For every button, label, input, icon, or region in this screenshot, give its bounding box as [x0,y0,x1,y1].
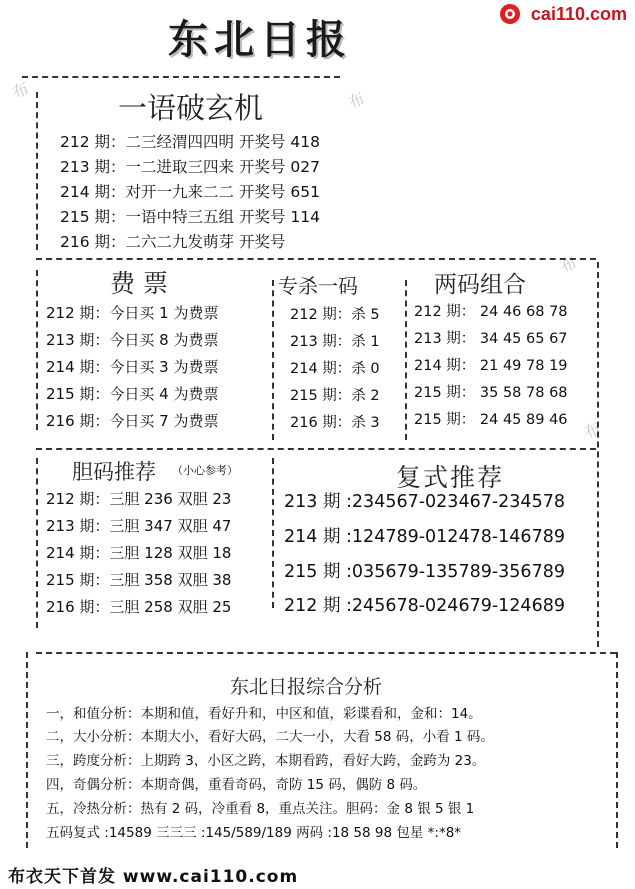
yiyu-row: 215 期：一语中特三五组 开奖号 114 [60,208,320,226]
divider [36,258,596,260]
divider [405,280,407,440]
feipiao-row: 216 期：今日买 7 为费票 [46,412,219,430]
liangma-row: 212 期： 24 46 68 78 [414,304,568,320]
liangma-row: 215 期： 35 58 78 68 [414,385,568,401]
danma-row: 214 期：三胆 128 双胆 18 [46,544,232,562]
yiyu-row: 212 期：二三经渭四四明 开奖号 418 [60,133,320,151]
liangma-row: 215 期： 24 45 89 46 [414,412,568,428]
liangma-row: 213 期： 34 45 65 67 [414,331,568,347]
yiyu-row: 214 期：对开一九来二二 开奖号 651 [60,183,320,201]
divider [36,652,616,654]
watermark-icon: 布 [557,252,580,277]
feipiao-row: 212 期：今日买 1 为费票 [46,304,219,322]
danma-row: 213 期：三胆 347 双胆 47 [46,517,232,535]
analysis-title: 东北日报综合分析 [230,676,383,698]
danma-row: 216 期：三胆 258 双胆 25 [46,598,232,616]
feipiao-row: 215 期：今日买 4 为费票 [46,385,219,403]
analysis-row: 五码复式 :14589 三三三 :145/589/189 两码 :18 58 98 包星 *:*8* [46,825,462,841]
divider [36,270,38,430]
divider [26,652,28,848]
analysis-row: 四，奇偶分析：本期奇偶，重看奇码，奇防 15 码，偶防 8 码。 [46,777,427,793]
divider [272,458,274,608]
zhuansha-row: 212 期：杀 5 [290,307,380,323]
masthead-title: 东北日报 [168,16,352,63]
analysis-row: 五，冷热分析：热有 2 码，冷重看 8，重点关注。胆码：金 8 银 5 银 1 [46,801,475,817]
zhuansha-row: 216 期：杀 3 [290,415,380,431]
analysis-row: 一，和值分析：本期和值，看好升和，中区和值，彩谍看和，金和：14。 [46,706,482,722]
danma-row: 212 期：三胆 236 双胆 23 [46,490,232,508]
danma-row: 215 期：三胆 358 双胆 38 [46,571,232,589]
divider [597,262,599,647]
feipiao-row: 213 期：今日买 8 为费票 [46,331,219,349]
danma-title: 胆码推荐 [72,460,156,484]
liangma-title: 两码组合 [434,272,526,298]
yiyu-row: 216 期：二六二九发萌芽 开奖号 [60,233,286,251]
feipiao-row: 214 期：今日买 3 为费票 [46,358,219,376]
yiyu-title: 一语破玄机 [118,91,264,125]
fushi-row: 213 期 :234567-023467-234578 [284,492,565,512]
fushi-row: 215 期 :035679-135789-356789 [284,562,565,582]
zhuansha-row: 215 期：杀 2 [290,388,380,404]
divider [36,92,38,250]
analysis-row: 三，跨度分析：上期跨 3，小区之跨，本期看跨，看好大跨，金跨为 23。 [46,753,486,769]
watermark-icon: 布 [345,88,368,113]
zhuansha-row: 214 期：杀 0 [290,361,380,377]
analysis-row: 二，大小分析：本期大小，看好大码，二大一小，大看 58 码，小看 1 码。 [46,729,494,745]
liangma-row: 214 期： 21 49 78 19 [414,358,568,374]
divider [272,280,274,440]
danma-note: （小心参考） [172,464,238,477]
fushi-title: 复式推荐 [396,463,505,492]
fushi-row: 212 期 :245678-024679-124689 [284,596,565,616]
divider [616,652,618,848]
site-logo-icon [499,3,521,25]
footer-text: 布衣天下首发 www.cai110.com [8,867,299,887]
fushi-row: 214 期 :124789-012478-146789 [284,527,565,547]
zhuansha-title: 专杀一码 [278,274,358,298]
zhuansha-row: 213 期：杀 1 [290,334,380,350]
watermark-icon: 布 [9,78,32,103]
divider [22,76,340,78]
yiyu-row: 213 期：一二进取三四来 开奖号 027 [60,158,320,176]
divider [36,458,38,628]
watermark-icon: 布 [581,418,604,443]
site-url[interactable]: cai110.com [530,4,627,24]
divider [36,448,596,450]
feipiao-title: 费票 [110,269,177,298]
